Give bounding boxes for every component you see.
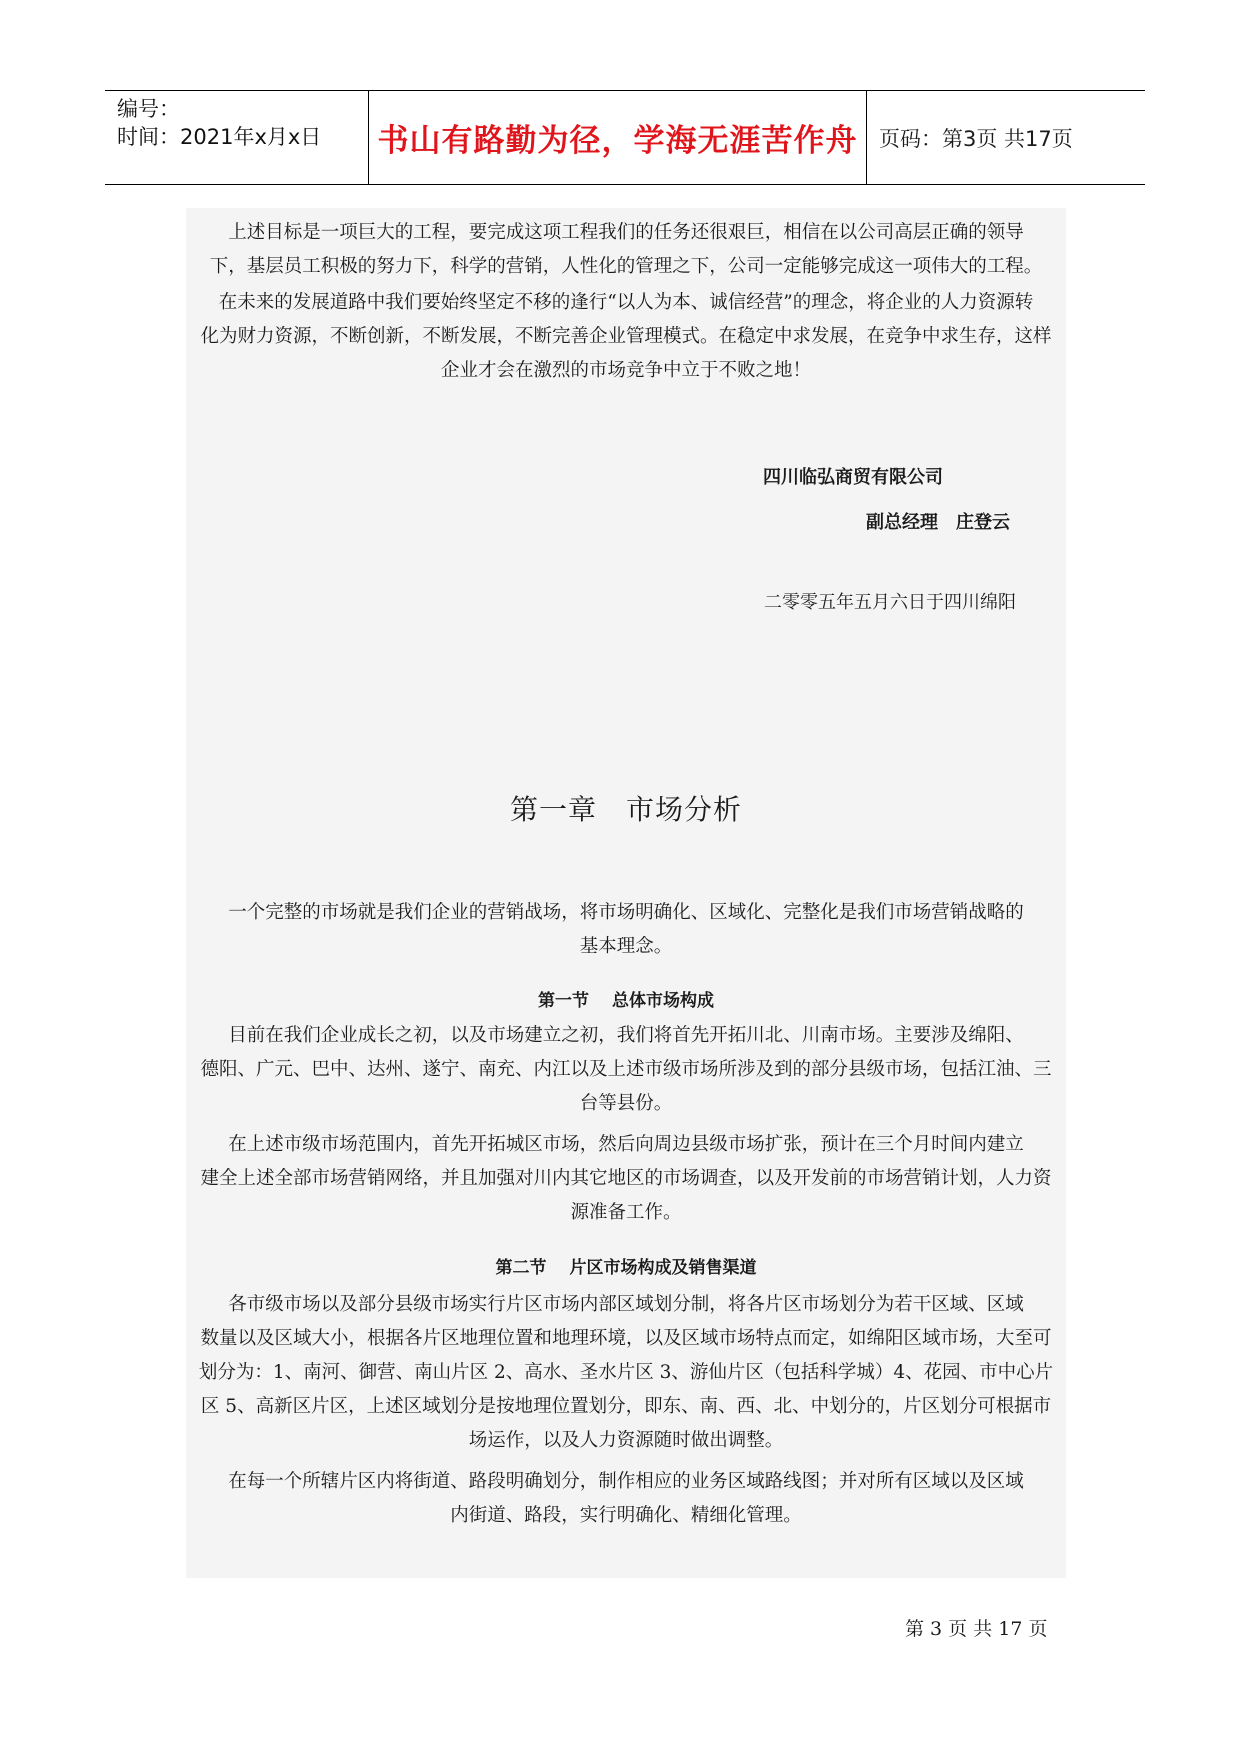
paragraph-line: 区 5、高新区片区，上述区域划分是按地理位置划分，即东、南、西、北、中划分的，片区划分可根据市 — [200, 1396, 1052, 1417]
paragraph-line: 基本理念。 — [579, 936, 673, 957]
section-1-title: 第一节 总体市场构成 — [538, 991, 714, 1011]
paragraph-line: 下，基层员工积极的努力下，科学的营销，人性化的管理之下，公司一定能够完成这一项伟大的工程。 — [209, 256, 1043, 277]
page-label: 页码：第3页 共17页 — [879, 126, 1073, 151]
document-header — [105, 90, 1145, 185]
paragraph-line: 场运作，以及人力资源随时做出调整。 — [468, 1430, 784, 1451]
chapter-title: 第一章 市场分析 — [509, 793, 742, 826]
header-meta-cell — [105, 91, 369, 184]
paragraph-line: 在上述市级市场范围内，首先开拓城区市场，然后向周边县级市场扩张，预计在三个月时间内建立 — [228, 1134, 1024, 1155]
paragraph-line: 划分为：1、南河、御营、南山片区 2、高水、圣水片区 3、游仙片区（包括科学城）4、花园、市中心片 — [198, 1362, 1054, 1383]
paragraph-line: 上述目标是一项巨大的工程，要完成这项工程我们的任务还很艰巨，相信在以公司高层正确的领导 — [228, 222, 1024, 243]
paragraph-line: 在每一个所辖片区内将街道、路段明确划分，制作相应的业务区域路线图；并对所有区域以及区域 — [228, 1471, 1024, 1492]
paragraph-line: 建全上述全部市场营销网络，并且加强对川内其它地区的市场调查，以及开发前的市场营销计划，人力资 — [200, 1168, 1052, 1189]
paragraph-line: 台等县份。 — [579, 1093, 673, 1114]
paragraph-line: 一个完整的市场就是我们企业的营销战场，将市场明确化、区域化、完整化是我们市场营销战略的 — [228, 902, 1024, 923]
paragraph-future — [186, 286, 1066, 388]
paragraph-line: 各市级市场以及部分县级市场实行片区市场内部区域划分制，将各片区市场划分为若干区域、区域 — [228, 1294, 1024, 1315]
paragraph-line: 在未来的发展道路中我们要始终坚定不移的逢行“以人为本、诚信经营”的理念，将企业的人力资源转 — [218, 292, 1034, 313]
signature-date: 二零零五年五月六日于四川绵阳 — [764, 592, 1016, 613]
paragraph-goal — [186, 188, 1066, 284]
paragraph-intro — [186, 896, 1066, 964]
paragraph-line: 企业才会在激烈的市场竞争中立于不败之地！ — [440, 360, 811, 381]
number-label: 编号： — [117, 97, 180, 121]
content-panel — [186, 208, 1066, 1578]
section-2-title: 第二节 片区市场构成及销售渠道 — [495, 1258, 757, 1278]
paragraph-line: 目前在我们企业成长之初，以及市场建立之初，我们将首先开拓川北、川南市场。主要涉及绵阳、 — [228, 1025, 1024, 1046]
paragraph-line: 化为财力资源，不断创新，不断发展，不断完善企业管理模式。在稳定中求发展，在竞争中求生存，这样 — [200, 326, 1052, 347]
paragraph-section1-a — [186, 1019, 1066, 1121]
paragraph-line: 内街道、路段，实行明确化、精细化管理。 — [450, 1505, 802, 1526]
signature-company: 四川临弘商贸有限公司 — [763, 467, 943, 488]
header-page-cell — [867, 91, 1145, 184]
header-motto-cell — [369, 91, 867, 184]
paragraph-line: 数量以及区域大小，根据各片区地理位置和地理环境，以及区域市场特点而定，如绵阳区域市场，大至可 — [200, 1328, 1052, 1349]
paragraph-section2-a — [186, 1288, 1066, 1458]
paragraph-section2-b — [186, 1465, 1066, 1533]
paragraph-section1-b — [186, 1128, 1066, 1230]
paragraph-line: 德阳、广元、巴中、达州、遂宁、南充、内江以及上述市级市场所涉及到的部分县级市场，包括江油、三 — [200, 1059, 1052, 1080]
signature-person: 副总经理 庄登云 — [866, 512, 1010, 533]
motto: 书山有路勤为径，学海无涯苦作舟 — [377, 123, 858, 159]
paragraph-line: 源准备工作。 — [570, 1202, 682, 1223]
time-label: 时间：2021年x月x日 — [117, 125, 322, 149]
page-footer: 第 3 页 共 17 页 — [905, 1618, 1048, 1640]
